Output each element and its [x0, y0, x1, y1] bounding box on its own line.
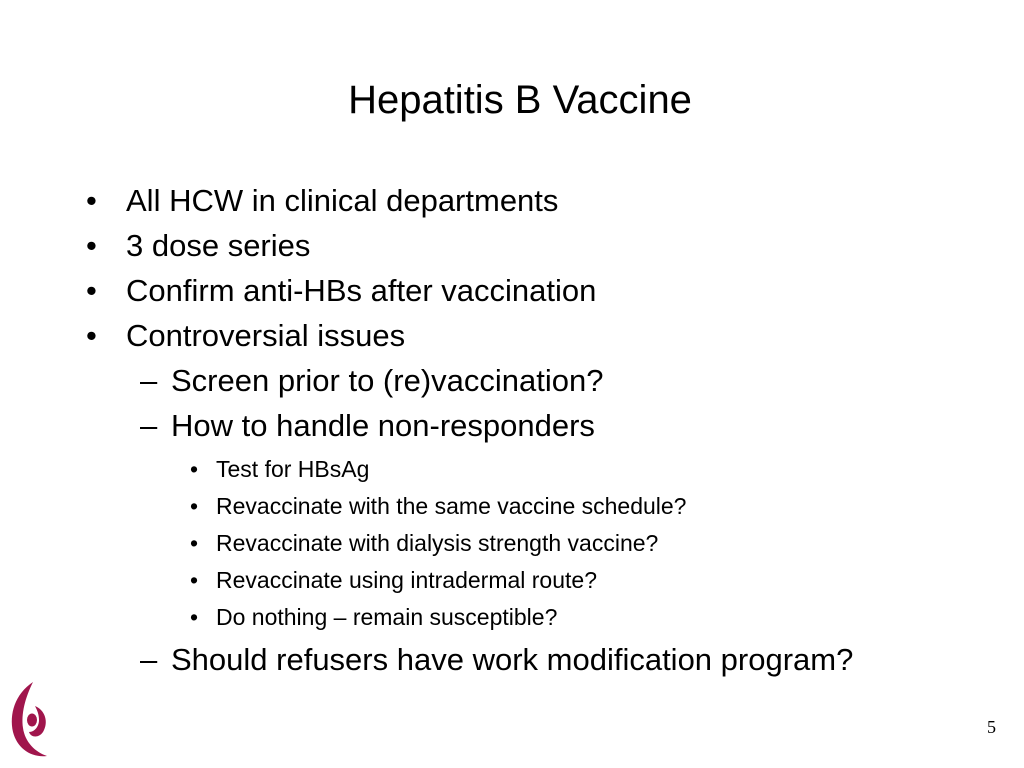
bullet-marker: •	[86, 273, 97, 308]
sub-sub-bullet-item	[190, 565, 597, 595]
bullet-item	[86, 271, 596, 311]
sub-sub-bullet-item	[190, 602, 557, 632]
bullet-text: Controversial issues	[126, 318, 406, 353]
dash-marker: –	[140, 642, 158, 677]
sub-bullet-text: Should refusers have work modification program?	[171, 642, 854, 677]
sub-bullet-item	[140, 361, 603, 401]
sub-bullet-text: How to handle non-responders	[171, 408, 595, 443]
sub-bullet-text: Screen prior to (re)vaccination?	[171, 363, 604, 398]
bullet-marker: •	[190, 493, 199, 519]
page-number: 5	[987, 717, 996, 737]
sub-sub-bullet-text: Do nothing – remain susceptible?	[216, 604, 558, 630]
sub-sub-bullet-item	[190, 454, 369, 484]
sub-sub-bullet-item	[190, 491, 686, 521]
bullet-marker: •	[86, 228, 97, 263]
bullet-text: Confirm anti-HBs after vaccination	[126, 273, 597, 308]
bullet-marker: •	[190, 567, 199, 593]
bullet-text: 3 dose series	[126, 228, 311, 263]
sub-sub-bullet-text: Revaccinate with the same vaccine schedule?	[216, 493, 687, 519]
sub-sub-bullet-item	[190, 528, 658, 558]
bullet-marker: •	[190, 604, 199, 630]
bullet-item	[86, 316, 405, 356]
bullet-item	[86, 226, 310, 266]
dash-marker: –	[140, 363, 158, 398]
sub-sub-bullet-text: Revaccinate using intradermal route?	[216, 567, 597, 593]
sub-sub-bullet-text: Test for HBsAg	[216, 456, 370, 482]
bullet-item	[86, 181, 558, 221]
bullet-marker: •	[190, 530, 199, 556]
sub-sub-bullet-text: Revaccinate with dialysis strength vaccine?	[216, 530, 659, 556]
bullet-marker: •	[86, 318, 97, 353]
bullet-marker: •	[190, 456, 199, 482]
slide-title: Hepatitis B Vaccine	[348, 78, 692, 122]
bullet-marker: •	[86, 183, 97, 218]
dash-marker: –	[140, 408, 158, 443]
sub-bullet-item	[140, 406, 595, 446]
bullet-text: All HCW in clinical departments	[126, 183, 559, 218]
crescent-seed-logo-icon	[5, 680, 55, 760]
sub-bullet-item	[140, 640, 853, 680]
